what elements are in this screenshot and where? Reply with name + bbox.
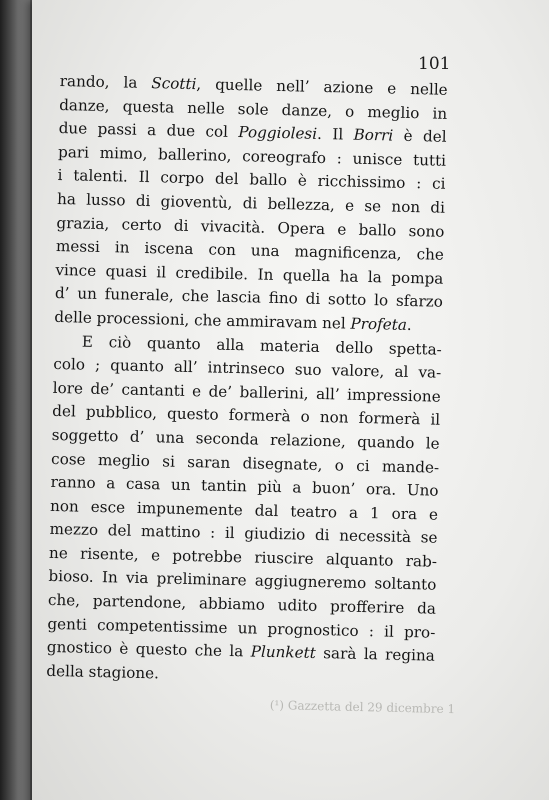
italic-name: Profeta <box>350 314 408 334</box>
previous-page-edge <box>0 0 30 800</box>
text-run: soggetto d’ una seconda relazione, quando le <box>51 425 440 453</box>
text-run: colo ; quanto all’ intrinseco suo valore, al va- <box>53 355 442 382</box>
page-number: 101 <box>418 54 451 74</box>
text-run: genti competentissime un prognostico : il pro- <box>47 614 436 642</box>
text-run: non esce impunemente dal teatro a 1 ora e <box>49 496 439 524</box>
text-run: ha lusso di gioventù, di bellezza, e se non di <box>56 189 446 217</box>
text-run: grazia, certo di vivacità. Opera e ballo sono <box>56 213 445 241</box>
text-run: del pubblico, questo formerà o non formerà il <box>52 402 441 430</box>
text-run: delle processioni, che ammiravam nel <box>54 307 351 333</box>
text-run: mezzo del mattino : il giudizio di necessità se <box>49 520 438 547</box>
text-run: lore de’ cantanti e de’ ballerini, all’ impressione <box>52 378 441 406</box>
text-run: messi in iscena con una magnificenza, che <box>55 237 445 264</box>
text-run: gnostico è questo che la <box>46 638 251 661</box>
text-run: rando, la <box>59 71 152 93</box>
text-run: d’ un funerale, che lascia fino di sotto lo sfarzo <box>54 284 444 312</box>
italic-name: Plunkett <box>250 642 316 663</box>
italic-name: Poggiolesi <box>238 123 318 144</box>
book-page <box>32 0 549 800</box>
text-run: , quelle nell’ azione e nelle <box>196 75 448 99</box>
text-run: i talenti. Il corpo del ballo è ricchissimo : ci <box>57 166 446 194</box>
text-run: bioso. In via preliminare aggiugneremo soltanto <box>48 567 437 595</box>
text-run: sarà la regina <box>315 644 435 665</box>
italic-name: Scotti <box>151 74 197 94</box>
text-run: cose meglio si saran disegnate, o ci mande- <box>50 449 440 477</box>
footnote-show-through: (¹) Gazzetta del 29 dicembre 1 <box>269 698 456 717</box>
text-run: è del <box>393 126 447 146</box>
text-run: . <box>406 315 412 334</box>
text-run: della stagione. <box>46 661 160 683</box>
text-run: ne risente, e potrebbe riuscire alquanto rab- <box>48 543 438 571</box>
text-run: pari mimo, ballerino, coreografo : unisce tutti <box>57 142 447 170</box>
body-text <box>46 70 448 692</box>
text-run: danze, questa nelle sole danze, o meglio in <box>59 95 448 123</box>
text-run: che, partendone, abbiamo udito profferire da <box>47 590 437 618</box>
text-run: vince quasi il credibile. In quella ha la pompa <box>55 260 444 288</box>
text-run: . Il <box>316 125 354 144</box>
text-run: due passi a due col <box>58 119 239 142</box>
text-run: ranno a casa un tantin più a buon’ ora. Uno <box>50 472 439 500</box>
text-run: E ciò quanto alla materia dello spetta- <box>81 332 442 359</box>
italic-name: Borri <box>353 125 394 145</box>
